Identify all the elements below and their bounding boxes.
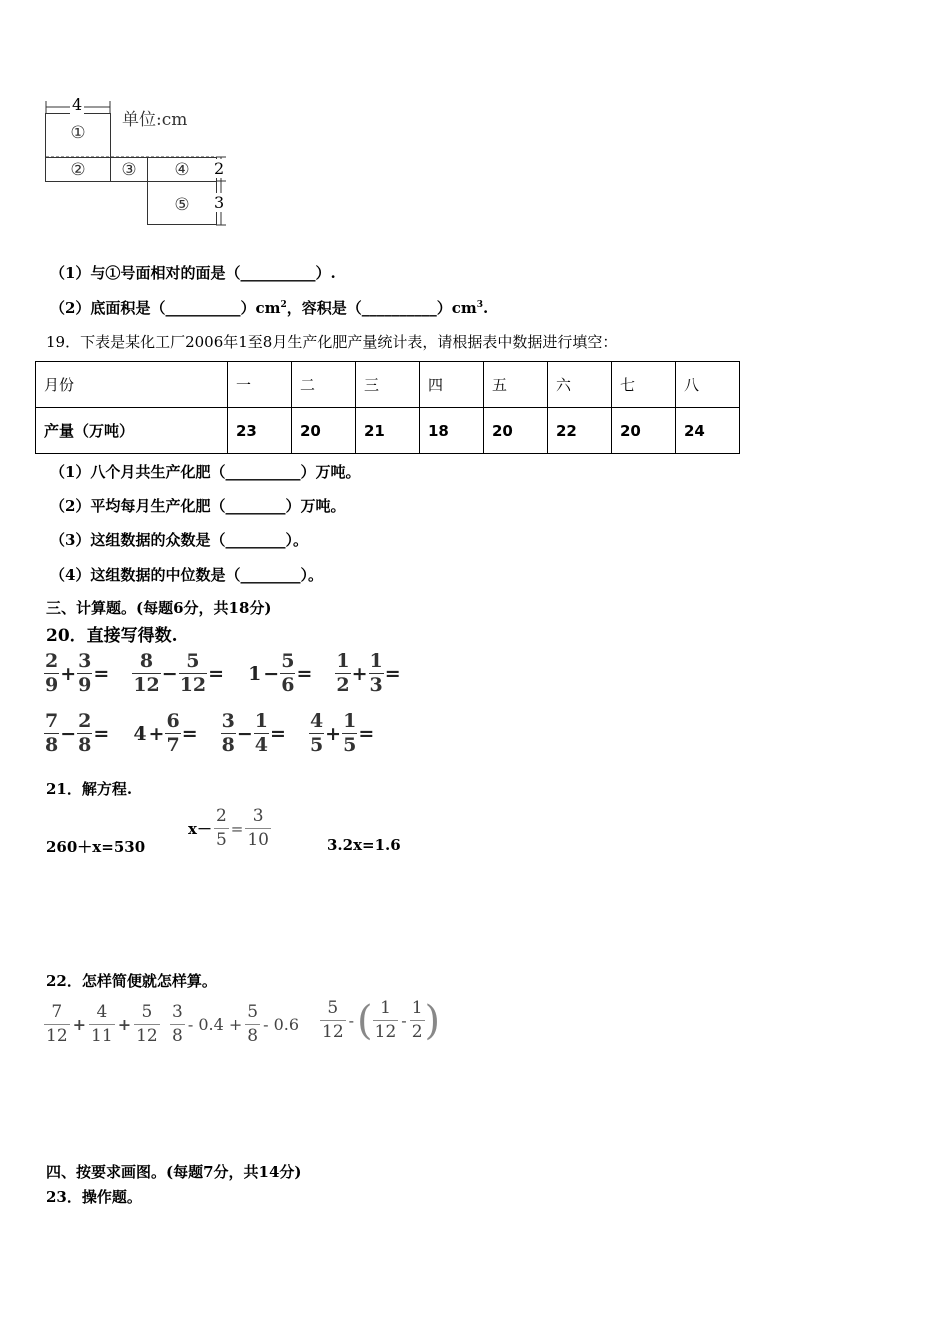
- q22-expr3: 5 12 - ( 1 12 - 1 2 ): [322, 997, 441, 1044]
- net-unit: 单位:cm: [122, 110, 188, 130]
- q20-expr: 1 − $\frac{5}{6}$ =: [248, 650, 313, 696]
- q20-title: 20．直接写得数.: [46, 626, 178, 646]
- q20-row2: [44, 712, 397, 755]
- table-cell: 22: [548, 408, 612, 454]
- q20-expr: 4 5 + $\frac{1}{5}$ =: [309, 710, 375, 756]
- q20-expr: 3 8 − $\frac{1}{4}$ =: [221, 710, 286, 756]
- net-dim-2: 2: [214, 159, 225, 178]
- table-header-row: [36, 362, 740, 408]
- q20-expr: 2 9 + $\frac{3}{9}$ =: [45, 650, 110, 696]
- q22-expr2: 3 8 - 0.4 + $\frac{5}{8}$ - 0.6: [172, 1002, 300, 1046]
- table-cell: 24: [676, 408, 740, 454]
- table-cell: 20: [612, 408, 676, 454]
- production-table: [35, 361, 740, 454]
- q20-expr: 4 + $\frac{6}{7}$ =: [133, 710, 198, 756]
- face-3: ③: [121, 160, 137, 180]
- table-cell: 五: [484, 362, 548, 408]
- table-cell: 20: [292, 408, 356, 454]
- table-cell: 18: [420, 408, 484, 454]
- q21-eq1: 260＋x=530: [46, 838, 146, 856]
- section-4-heading: 四、按要求画图。(每题7分，共14分): [46, 1163, 302, 1181]
- section-3-heading: 三、计算题。(每题6分，共18分): [46, 599, 272, 617]
- q19-part1: （1）八个月共生产化肥（__________）万吨。: [50, 463, 361, 481]
- table-cell: 四: [420, 362, 484, 408]
- q22-expr1: 7 12 + $\frac{4}{11}$ + $\frac{5}{12}$: [46, 1002, 158, 1046]
- q21-eq3: 3.2x=1.6: [327, 836, 401, 854]
- table-cell: 21: [356, 408, 420, 454]
- q21-title: 21．解方程.: [46, 780, 133, 798]
- face-4: ④: [174, 160, 190, 180]
- table-cell: 20: [484, 408, 548, 454]
- table-cell: 八: [676, 362, 740, 408]
- q19-part3: （3）这组数据的众数是（________）。: [50, 531, 308, 549]
- table-cell: 月份: [36, 362, 228, 408]
- table-cell: 产量（万吨）: [36, 408, 228, 454]
- q19-part2: （2）平均每月生产化肥（________）万吨。: [50, 497, 346, 515]
- q23-title: 23．操作题。: [46, 1188, 142, 1206]
- q20-expr: 1 2 + $\frac{1}{3}$ =: [336, 650, 401, 696]
- q19-title: 19．下表是某化工厂2006年1至8月生产化肥产量统计表，请根据表中数据进行填空：: [46, 333, 618, 351]
- q19-part4: （4）这组数据的中位数是（________）。: [50, 566, 323, 584]
- q18-part1: （1）与①号面相对的面是（__________）.: [50, 264, 336, 282]
- table-cell: 三: [356, 362, 420, 408]
- table-cell: 一: [228, 362, 292, 408]
- q18-part2: （2）底面积是$(\_\_\_\_\_\_\_\_\_\_)cm^2$，容积是$(\_\_\_\_\_\_\_\_\_\_)cm^3$.: [50, 299, 489, 317]
- net-dim-3: 3: [214, 193, 225, 212]
- table-row: [36, 408, 740, 454]
- table-cell: 二: [292, 362, 356, 408]
- left-paren-icon: (: [357, 997, 373, 1044]
- box-net-diagram: [40, 95, 240, 235]
- q20-expr: 7 8 − $\frac{2}{8}$ =: [45, 710, 110, 756]
- q20-row1: [44, 652, 424, 695]
- table-cell: 六: [548, 362, 612, 408]
- q22-title: 22．怎样简便就怎样算。: [46, 972, 217, 990]
- table-cell: 七: [612, 362, 676, 408]
- right-paren-icon: ): [424, 997, 441, 1044]
- face-2: ②: [70, 160, 86, 180]
- q21-eq2: x－ $\frac{2}{5}$ = $\frac{3}{10}$: [188, 806, 269, 850]
- table-cell: 23: [228, 408, 292, 454]
- net-top-dim: 4: [72, 95, 83, 114]
- face-5: ⑤: [174, 195, 190, 215]
- q20-expr: 8 12 − $\frac{5}{12}$ =: [133, 650, 225, 696]
- face-1: ①: [70, 123, 86, 143]
